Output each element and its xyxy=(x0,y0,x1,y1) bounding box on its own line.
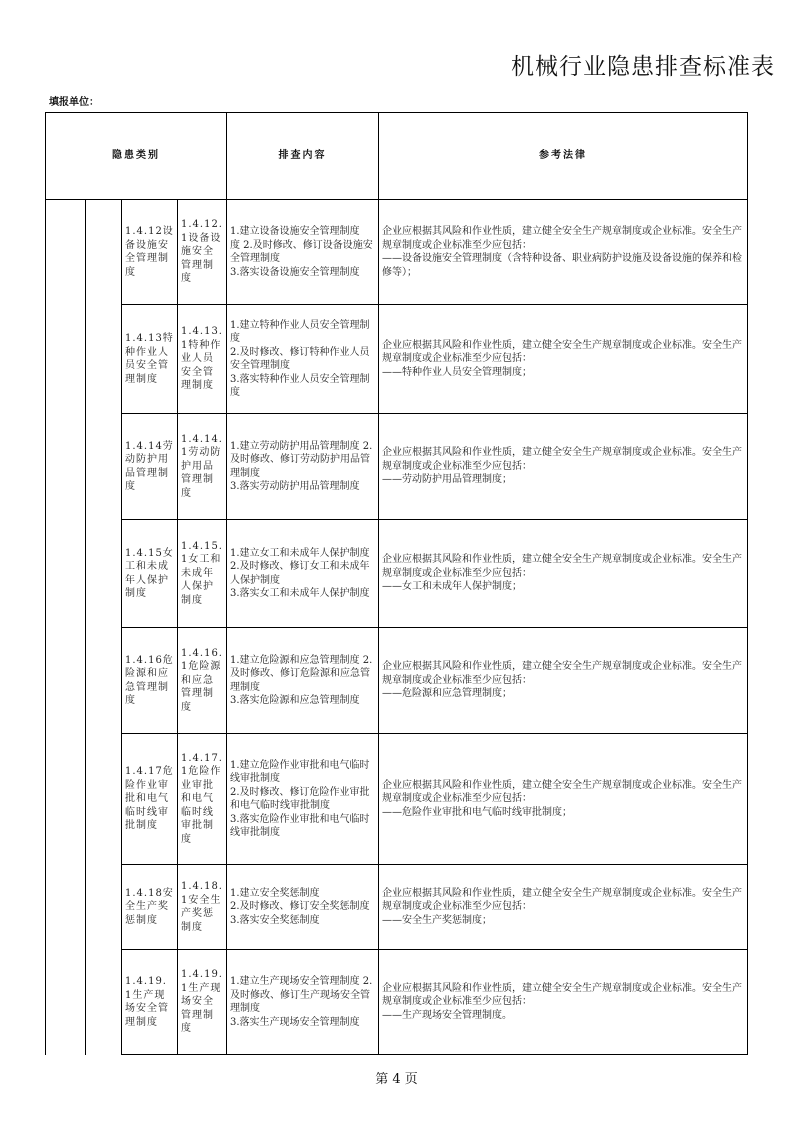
hazard-table xyxy=(45,112,748,1055)
subcategory-cell: 1.4.19.1生产现场安全管理制度 xyxy=(178,950,227,1055)
table-row xyxy=(46,414,748,520)
content-cell: 1.建立生产现场安全管理制度 2.及时修改、修订生产现场安全管理制度 3.落实生产现场安全管理制度 xyxy=(227,950,379,1055)
header-row xyxy=(46,113,748,200)
content-cell: 1.建立女工和未成年人保护制度 2.及时修改、修订女工和未成年人保护制度 3.落实女工和未成年人保护制度 xyxy=(227,520,379,628)
category-cell: 1.4.15女工和未成年人保护制度 xyxy=(122,520,178,628)
table-row xyxy=(46,950,748,1055)
fill-unit-label: 填报单位： xyxy=(49,97,99,108)
content-cell: 1.建立劳动防护用品管理制度 2.及时修改、修订劳动防护用品管理制度 3.落实劳动防护用品管理制度 xyxy=(227,414,379,520)
level1-category-cell xyxy=(46,200,86,1055)
table-row xyxy=(46,200,748,305)
category-cell: 1.4.13特种作业人员安全管理制度 xyxy=(122,305,178,414)
reference-cell: 企业应根据其风险和作业性质，建立健全安全生产规章制度或企业标准。安全生产规章制度或企业标准至少应包括： ——危险源和应急管理制度； xyxy=(379,628,748,734)
category-cell: 1.4.12设备设施安全管理制度 xyxy=(122,200,178,305)
subcategory-cell: 1.4.16.1危险源和应急管理制度 xyxy=(178,628,227,734)
table-row xyxy=(46,628,748,734)
subcategory-cell: 1.4.14.1劳动防护用品管理制度 xyxy=(178,414,227,520)
content-cell: 1.建立危险作业审批和电气临时线审批制度 2.及时修改、修订危险作业审批和电气临时线审批制度 3.落实危险作业审批和电气临时线审批制度 xyxy=(227,734,379,865)
reference-cell: 企业应根据其风险和作业性质，建立健全安全生产规章制度或企业标准。安全生产规章制度或企业标准至少应包括： ——生产现场安全管理制度。 xyxy=(379,950,748,1055)
content-cell: 1.建立特种作业人员安全管理制度 2.及时修改、修订特种作业人员安全管理制度 3.落实特种作业人员安全管理制度 xyxy=(227,305,379,414)
category-cell: 1.4.14劳动防护用品管理制度 xyxy=(122,414,178,520)
subcategory-cell: 1.4.15.1女工和未成年人保护制度 xyxy=(178,520,227,628)
content-cell: 1.建立危险源和应急管理制度 2.及时修改、修订危险源和应急管理制度 3.落实危险源和应急管理制度 xyxy=(227,628,379,734)
subcategory-cell: 1.4.13.1特种作业人员安全管理制度 xyxy=(178,305,227,414)
subcategory-cell: 1.4.17.1危险作业审批和电气临时线审批制度 xyxy=(178,734,227,865)
subcategory-cell: 1.4.12.1设备设施安全管理制度 xyxy=(178,200,227,305)
category-cell: 1.4.19.1生产现场安全管理制度 xyxy=(122,950,178,1055)
header-reference: 参考法律 xyxy=(379,113,748,200)
category-cell: 1.4.18安全生产奖惩制度 xyxy=(122,865,178,950)
category-cell: 1.4.16危险源和应急管理制度 xyxy=(122,628,178,734)
reference-cell: 企业应根据其风险和作业性质，建立健全安全生产规章制度或企业标准。安全生产规章制度或企业标准至少应包括： ——设备设施安全管理制度（含特种设备、职业病防护设施及设备设施的保养和检修等）； xyxy=(379,200,748,305)
table-row xyxy=(46,734,748,865)
table-row xyxy=(46,865,748,950)
content-cell: 1.建立安全奖惩制度 2.及时修改、修订安全奖惩制度 3.落实安全奖惩制度 xyxy=(227,865,379,950)
header-content: 排查内容 xyxy=(227,113,379,200)
table-row xyxy=(46,305,748,414)
level2-category-cell xyxy=(86,200,122,1055)
header-category: 隐患类别 xyxy=(46,113,227,200)
subcategory-cell: 1.4.18.1安全生产奖惩制度 xyxy=(178,865,227,950)
table-row xyxy=(46,520,748,628)
page-number: 第 4 页 xyxy=(375,1072,418,1087)
reference-cell: 企业应根据其风险和作业性质，建立健全安全生产规章制度或企业标准。安全生产规章制度或企业标准至少应包括： ——劳动防护用品管理制度； xyxy=(379,414,748,520)
reference-cell: 企业应根据其风险和作业性质，建立健全安全生产规章制度或企业标准。安全生产规章制度或企业标准至少应包括： ——特种作业人员安全管理制度； xyxy=(379,305,748,414)
reference-cell: 企业应根据其风险和作业性质，建立健全安全生产规章制度或企业标准。安全生产规章制度或企业标准至少应包括： ——危险作业审批和电气临时线审批制度； xyxy=(379,734,748,865)
content-cell: 1.建立设备设施安全管理制度 度 2.及时修改、修订设备设施安全管理制度 3.落实设备设施安全管理制度 xyxy=(227,200,379,305)
page-title: 机械行业隐患排查标准表 xyxy=(511,54,775,80)
reference-cell: 企业应根据其风险和作业性质，建立健全安全生产规章制度或企业标准。安全生产规章制度或企业标准至少应包括： ——女工和未成年人保护制度； xyxy=(379,520,748,628)
category-cell: 1.4.17危险作业审批和电气临时线审批制度 xyxy=(122,734,178,865)
reference-cell: 企业应根据其风险和作业性质，建立健全安全生产规章制度或企业标准。安全生产规章制度或企业标准至少应包括： ——安全生产奖惩制度； xyxy=(379,865,748,950)
